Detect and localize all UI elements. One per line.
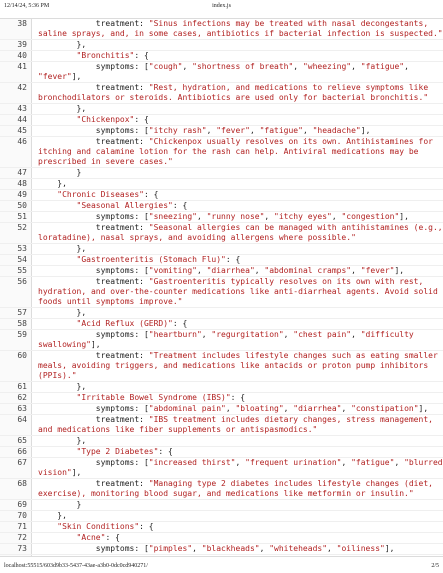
line-number: 65 (0, 436, 32, 446)
code-text: "Bronchitis": { (76, 51, 149, 60)
line-number: 46 (0, 137, 32, 167)
line-number: 66 (0, 447, 32, 457)
code-text: "Chickenpox": { (76, 115, 149, 124)
code-line (0, 62, 443, 83)
code-line (0, 382, 443, 393)
code-line (0, 83, 443, 104)
line-number: 67 (0, 458, 32, 478)
code-text: "Irritable Bowel Syndrome (IBS)": { (76, 393, 246, 402)
line-number: 44 (0, 115, 32, 125)
line-number: 42 (0, 83, 32, 103)
code-line (0, 277, 443, 308)
line-number: 68 (0, 479, 32, 499)
code-text: treatment: "Gastroenteritis typically resolves on its own with rest, hydration, and over-the-counter medications like anti-diarrheal agents. Avoid solid foods until symptoms improve." (38, 277, 443, 306)
line-number: 49 (0, 190, 32, 200)
code-text: }, (38, 382, 87, 391)
code-text: "Acne": { (76, 533, 120, 542)
code-text: treatment: "Chickenpox usually resolves on its own. Antihistamines for itching and calamine lotion for the rash can help. Antiviral medications may be prescribed in severe cases." (38, 137, 438, 166)
code-text: "Type 2 Diabetes": { (76, 447, 173, 456)
code-text: }, (38, 308, 87, 317)
line-number: 70 (0, 511, 32, 521)
code-line (0, 308, 443, 319)
code-line (0, 447, 443, 458)
line-number: 71 (0, 522, 32, 532)
line-number: 55 (0, 266, 32, 276)
code-text: "Chronic Diseases": { (57, 190, 159, 199)
code-text: "Acid Reflux (GERD)": { (76, 319, 188, 328)
code-text: treatment: "Seasonal allergies can be managed with antihistamines (e.g., loratadine), nasal sprays, and avoiding allergens where possible." (38, 223, 443, 242)
code-text: treatment: "Rest, hydration, and medications to relieve symptoms like bronchodilators or steroids. Antibiotics are used only for bacterial bronchitis." (38, 83, 433, 102)
print-footer (0, 557, 443, 573)
line-number: 54 (0, 255, 32, 265)
line-number: 48 (0, 179, 32, 189)
code-text: treatment: "Managing type 2 diabetes includes lifestyle changes (diet, exercise), monitoring blood sugar, and medications like metformin or insulin." (38, 479, 438, 498)
line-number: 59 (0, 330, 32, 350)
line-number: 52 (0, 223, 32, 243)
code-line (0, 126, 443, 137)
code-text: symptoms: ["cough", "shortness of breath", "wheezing", "fatigue", "fever"], (38, 62, 414, 81)
code-line (0, 436, 443, 447)
code-line (0, 40, 443, 51)
code-line (0, 115, 443, 126)
code-line (0, 266, 443, 277)
line-number: 53 (0, 244, 32, 254)
line-number: 38 (0, 19, 32, 39)
code-line (0, 190, 443, 201)
print-title: index.js (212, 3, 231, 9)
code-line (0, 479, 443, 500)
code-text: } (38, 500, 82, 509)
line-number: 58 (0, 319, 32, 329)
line-number: 56 (0, 277, 32, 307)
code-text: }, (38, 511, 67, 520)
code-text: symptoms: ["pimples", "blackheads", "whiteheads", "oiliness"], (38, 544, 395, 553)
code-text: }, (38, 244, 87, 253)
code-text: symptoms: ["increased thirst", "frequent urination", "fatigue", "blurred vision"], (38, 458, 443, 477)
code-line (0, 104, 443, 115)
code-line (0, 223, 443, 244)
line-number: 51 (0, 212, 32, 222)
code-text: } (38, 168, 82, 177)
code-line (0, 255, 443, 266)
code-line (0, 179, 443, 190)
print-header (0, 0, 443, 18)
line-number: 47 (0, 168, 32, 178)
code-text: }, (38, 104, 87, 113)
line-number: 69 (0, 500, 32, 510)
line-number: 61 (0, 382, 32, 392)
code-line (0, 544, 443, 555)
print-url: localhost:55515/603d9b33-5437-43ae-a3b0-0dc0cd940271/ (4, 563, 148, 569)
code-text: "Seasonal Allergies": { (76, 201, 188, 210)
code-text: }, (38, 179, 67, 188)
line-number: 62 (0, 393, 32, 403)
code-listing (0, 18, 443, 557)
code-text: "Gastroenteritis (Stomach Flu)": { (76, 255, 241, 264)
line-number: 45 (0, 126, 32, 136)
line-number: 57 (0, 308, 32, 318)
code-line (0, 137, 443, 168)
code-text: symptoms: ["abdominal pain", "bloating", "diarrhea", "constipation"], (38, 404, 429, 413)
line-number: 40 (0, 51, 32, 61)
code-line (0, 500, 443, 511)
code-line (0, 212, 443, 223)
code-line (0, 393, 443, 404)
code-line (0, 319, 443, 330)
print-page-number: 2/5 (431, 563, 439, 569)
code-text: symptoms: ["vomiting", "diarrhea", "abdominal cramps", "fever"], (38, 266, 405, 275)
code-line (0, 19, 443, 40)
line-number: 64 (0, 415, 32, 435)
code-text: treatment: "Sinus infections may be treated with nasal decongestants, saline sprays, and, in some cases, antibiotics if bacterial infection is suspected." (38, 19, 443, 38)
code-line (0, 415, 443, 436)
line-number: 72 (0, 533, 32, 543)
line-number: 43 (0, 104, 32, 114)
code-line (0, 522, 443, 533)
code-line (0, 404, 443, 415)
line-number: 41 (0, 62, 32, 82)
code-line (0, 51, 443, 62)
print-datetime: 12/14/24, 5:36 PM (4, 3, 50, 9)
code-line (0, 201, 443, 212)
code-line (0, 533, 443, 544)
code-text: symptoms: ["itchy rash", "fever", "fatigue", "headache"], (38, 126, 371, 135)
code-text: "Skin Conditions": { (57, 522, 154, 531)
code-line (0, 168, 443, 179)
line-number: 50 (0, 201, 32, 211)
code-line (0, 244, 443, 255)
line-number: 60 (0, 351, 32, 381)
line-number: 73 (0, 544, 32, 554)
code-line (0, 458, 443, 479)
code-text: treatment: "Treatment includes lifestyle changes such as eating smaller meals, avoiding triggers, and medications like antacids or proton pump inhibitors (PPIs)." (38, 351, 443, 380)
code-text: symptoms: ["heartburn", "regurgitation", "chest pain", "difficulty swallowing"], (38, 330, 419, 349)
line-number: 63 (0, 404, 32, 414)
code-text: }, (38, 40, 87, 49)
code-line (0, 330, 443, 351)
code-line (0, 351, 443, 382)
line-number: 39 (0, 40, 32, 50)
code-text: symptoms: ["sneezing", "runny nose", "itchy eyes", "congestion"], (38, 212, 409, 221)
code-text: }, (38, 436, 87, 445)
code-line (0, 511, 443, 522)
code-text: treatment: "IBS treatment includes dietary changes, stress management, and medications like fiber supplements or antispasmodics." (38, 415, 438, 434)
